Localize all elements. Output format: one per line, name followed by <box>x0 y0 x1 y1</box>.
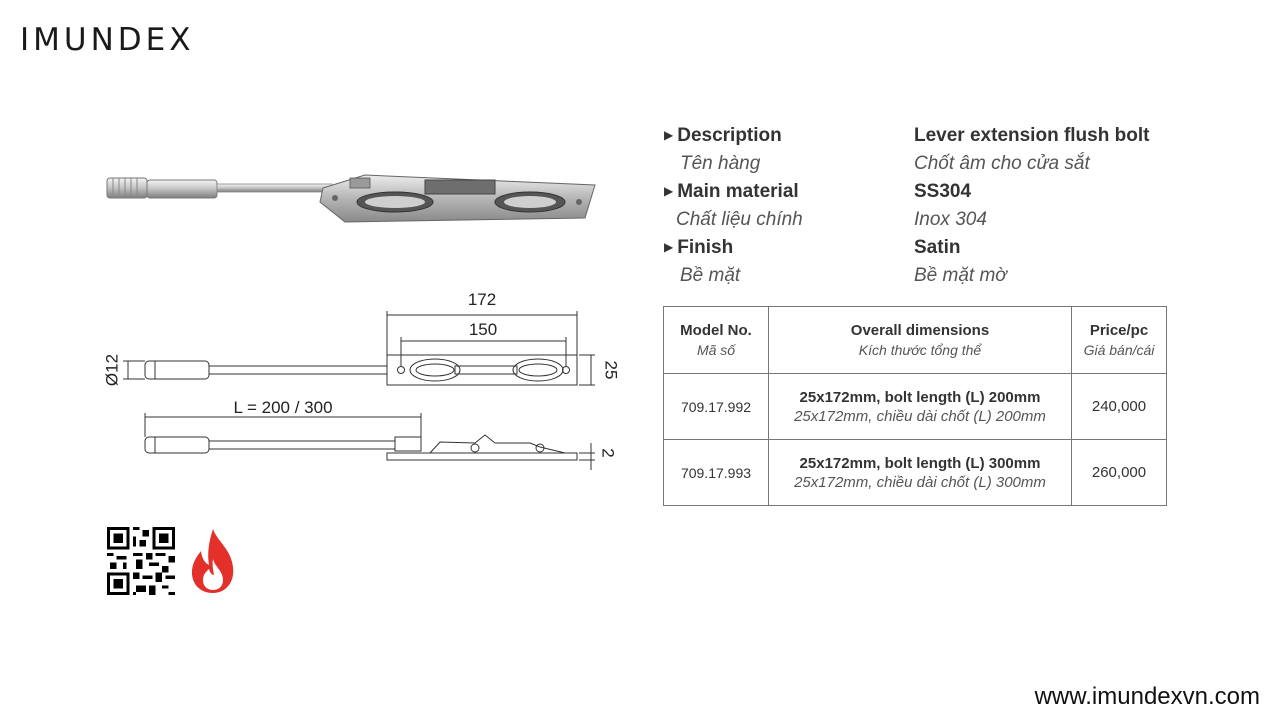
spec-material-vi-row <box>664 206 1224 234</box>
spec-value: Lever extension flush bolt <box>914 125 1150 146</box>
spec-label-vi: Chất liệu chính <box>676 209 803 230</box>
model-cell: 709.17.992 <box>664 374 769 440</box>
header-vi: Giá bán/cái <box>1083 342 1155 358</box>
table-row <box>664 374 1167 440</box>
spec-label-vi: Bề mặt <box>680 265 741 286</box>
spec-value: SS304 <box>914 181 972 202</box>
dimensions-vi: 25x172mm, chiều dài chốt (L) 300mm <box>794 473 1046 491</box>
dim-2-label: 2 <box>598 448 618 458</box>
header-en: Model No. <box>680 322 752 339</box>
header-vi: Mã số <box>696 342 736 358</box>
spec-material-row <box>664 178 1224 206</box>
spec-label: Finish <box>677 237 734 258</box>
triangle-bullet-icon: ▶ <box>664 240 674 254</box>
spec-value: Satin <box>914 237 961 258</box>
price-table <box>663 306 1167 506</box>
technical-drawing <box>95 285 635 485</box>
header-en: Overall dimensions <box>850 322 990 339</box>
dim-25-label: 25 <box>601 360 621 380</box>
price-cell: 240,000 <box>1072 374 1167 440</box>
dimensions-cell <box>769 374 1072 440</box>
spec-label: Main material <box>677 181 799 202</box>
spec-finish-row <box>664 234 1224 262</box>
spec-value-vi: Inox 304 <box>914 209 987 230</box>
header-price <box>1072 307 1167 374</box>
spec-label: Description <box>677 125 782 146</box>
table-header-row <box>664 307 1167 374</box>
dimensions-en: 25x172mm, bolt length (L) 300mm <box>799 454 1041 472</box>
qr-code-icon[interactable] <box>107 527 175 595</box>
spec-value-vi: Chốt âm cho cửa sắt <box>914 153 1090 174</box>
header-dimensions <box>769 307 1072 374</box>
dim-150-label: 150 <box>468 320 498 339</box>
dimensions-en: 25x172mm, bolt length (L) 200mm <box>799 388 1041 406</box>
product-photo <box>95 150 615 260</box>
header-vi: Kích thước tổng thể <box>858 342 982 358</box>
header-en: Price/pc <box>1089 322 1149 339</box>
fire-icon <box>187 527 239 595</box>
price-cell: 260,000 <box>1072 440 1167 506</box>
spec-description-row <box>664 122 1224 150</box>
spec-label-vi: Tên hàng <box>680 153 761 174</box>
spec-description-vi-row <box>664 150 1224 178</box>
website-link[interactable]: www.imundexvn.com <box>1034 683 1260 710</box>
dim-172-label: 172 <box>467 290 497 309</box>
dim-length-label: L = 200 / 300 <box>233 398 333 417</box>
dimensions-cell <box>769 440 1072 506</box>
triangle-bullet-icon: ▶ <box>664 184 674 198</box>
table-row <box>664 440 1167 506</box>
dim-12-label: Ø12 <box>102 353 122 387</box>
dimensions-vi: 25x172mm, chiều dài chốt (L) 200mm <box>794 407 1046 425</box>
brand-logo: IMUNDEX <box>20 22 195 58</box>
header-model <box>664 307 769 374</box>
triangle-bullet-icon: ▶ <box>664 128 674 142</box>
spec-list <box>664 122 1224 290</box>
model-cell: 709.17.993 <box>664 440 769 506</box>
spec-value-vi: Bề mặt mờ <box>914 265 1007 286</box>
spec-finish-vi-row <box>664 262 1224 290</box>
